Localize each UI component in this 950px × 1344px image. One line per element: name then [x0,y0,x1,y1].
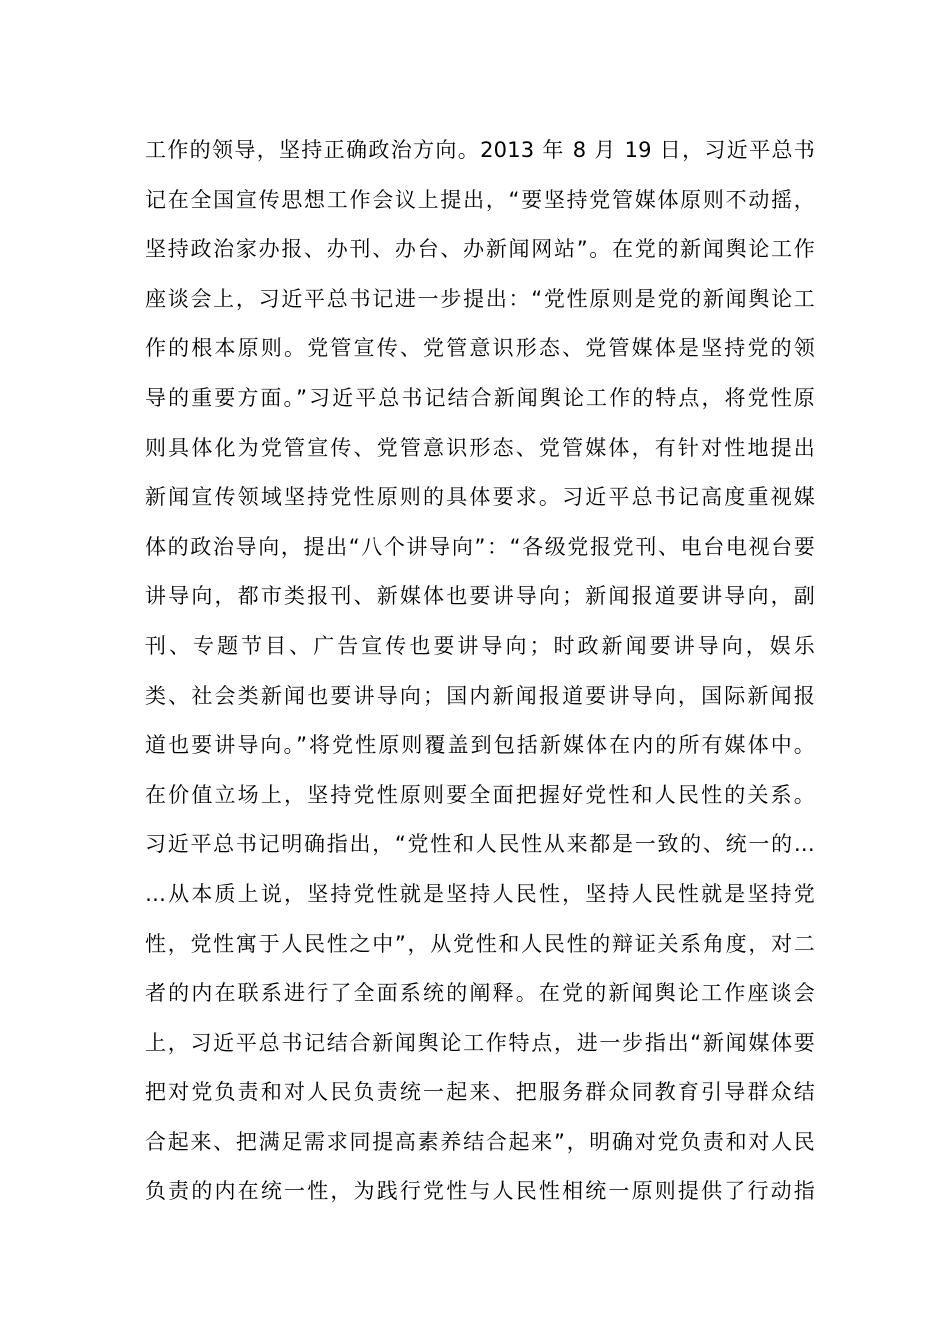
body-text [145,126,815,1217]
text-line: 刊、专题节目、广告宣传也要讲导向；时政新闻要讲导向，娱乐 [145,633,815,658]
text-line: 则具体化为党管宣传、党管意识形态、党管媒体，有针对性地提出 [145,435,815,460]
text-line: 把对党负责和对人民负责统一起来、把服务群众同教育引导群众结 [145,1080,815,1105]
text-line: 类、社会类新闻也要讲导向；国内新闻报道要讲导向，国际新闻报 [145,683,815,708]
text-line: 座谈会上，习近平总书记进一步提出：“党性原则是党的新闻舆论工 [145,286,815,311]
text-line: 记在全国宣传思想工作会议上提出，“要坚持党管媒体原则不动摇， [145,187,815,212]
text-line: 作的根本原则。党管宣传、党管意识形态、党管媒体是坚持党的领 [145,336,815,361]
text-line: 在价值立场上，坚持党性原则要全面把握好党性和人民性的关系。 [145,782,815,807]
text-line: 新闻宣传领域坚持党性原则的具体要求。习近平总书记高度重视媒 [145,485,815,510]
text-line: …从本质上说，坚持党性就是坚持人民性，坚持人民性就是坚持党 [145,881,815,906]
text-line: 习近平总书记明确指出，“党性和人民性从来都是一致的、统一的… [145,832,815,857]
text-line: 工作的领导，坚持正确政治方向。2013 年 8 月 19 日，习近平总书 [145,138,815,162]
text-line: 合起来、把满足需求同提高素养结合起来”，明确对党负责和对人民 [145,1129,815,1154]
text-line: 导的重要方面。”习近平总书记结合新闻舆论工作的特点，将党性原 [145,385,815,410]
text-line: 讲导向，都市类报刊、新媒体也要讲导向；新闻报道要讲导向，副 [145,584,815,609]
text-line: 坚持政治家办报、办刊、办台、办新闻网站”。在党的新闻舆论工作 [145,237,815,262]
text-line: 上，习近平总书记结合新闻舆论工作特点，进一步指出“新闻媒体要 [145,1030,815,1055]
text-line: 负责的内在统一性，为践行党性与人民性相统一原则提供了行动指 [145,1179,815,1204]
text-line: 体的政治导向，提出“八个讲导向”：“各级党报党刊、电台电视台要 [145,534,815,559]
text-line: 者的内在联系进行了全面系统的阐释。在党的新闻舆论工作座谈会 [145,981,815,1006]
text-line: 性，党性寓于人民性之中”，从党性和人民性的辩证关系角度，对二 [145,931,815,956]
text-line: 道也要讲导向。”将党性原则覆盖到包括新媒体在内的所有媒体中。 [145,733,815,758]
